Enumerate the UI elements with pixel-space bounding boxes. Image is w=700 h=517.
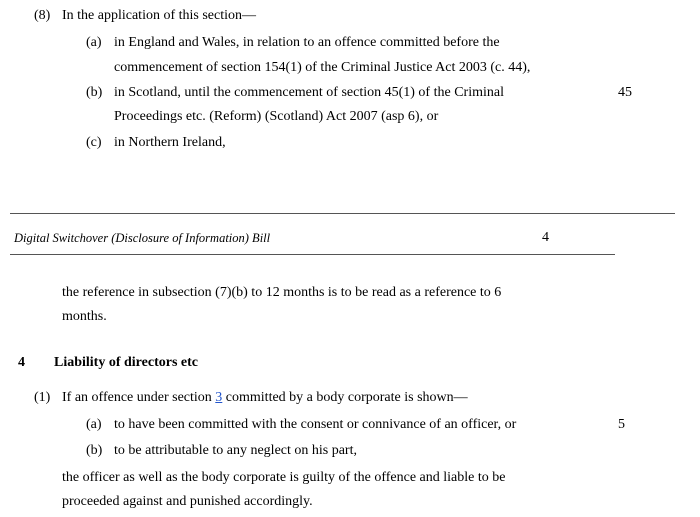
subsection-1-text-before: If an offence under section	[62, 390, 216, 405]
para-b-label: (b)	[86, 85, 103, 100]
subsection-1-text	[62, 389, 468, 407]
section4-tail-line2: proceeded against and punished accordingly.	[62, 494, 313, 509]
para-b-line1: in Scotland, until the commencement of section 45(1) of the Criminal	[114, 85, 504, 100]
page-header-top-rule	[10, 213, 675, 214]
para-a-line2: commencement of section 154(1) of the Criminal Justice Act 2003 (c. 44),	[114, 60, 531, 75]
subsection-8-text: In the application of this section—	[62, 8, 257, 23]
section-3-link[interactable]: 3	[215, 390, 223, 405]
section-4-number: 4	[18, 355, 25, 370]
continuation-line1: the reference in subsection (7)(b) to 12 months is to be read as a reference to 6	[62, 285, 502, 300]
subsection-number-8: (8)	[34, 8, 51, 23]
section4-para-a-text: to have been committed with the consent or connivance of an officer, or	[114, 417, 517, 432]
section4-para-a-label: (a)	[86, 417, 102, 432]
section-4-heading: Liability of directors etc	[54, 355, 198, 370]
margin-line-number-5: 5	[618, 417, 625, 432]
section4-para-b-label: (b)	[86, 443, 103, 458]
page-header-bill-title: Digital Switchover (Disclosure of Information) Bill	[14, 231, 271, 245]
page-header-bottom-rule	[10, 254, 615, 255]
para-c-label: (c)	[86, 135, 102, 150]
para-b-line2: Proceedings etc. (Reform) (Scotland) Act 2007 (asp 6), or	[114, 109, 439, 124]
section4-para-b-text: to be attributable to any neglect on his part,	[114, 443, 357, 458]
continuation-line2: months.	[62, 309, 107, 324]
subsection-1-text-after: committed by a body corporate is shown—	[222, 390, 468, 405]
section4-tail-line1: the officer as well as the body corporate is guilty of the offence and liable to be	[62, 470, 506, 485]
para-a-label: (a)	[86, 35, 102, 50]
para-c-line1: in Northern Ireland,	[114, 135, 226, 150]
margin-line-number-45: 45	[618, 85, 632, 100]
subsection-number-1: (1)	[34, 390, 51, 405]
page-number: 4	[542, 230, 549, 245]
para-a-line1: in England and Wales, in relation to an offence committed before the	[114, 35, 500, 50]
